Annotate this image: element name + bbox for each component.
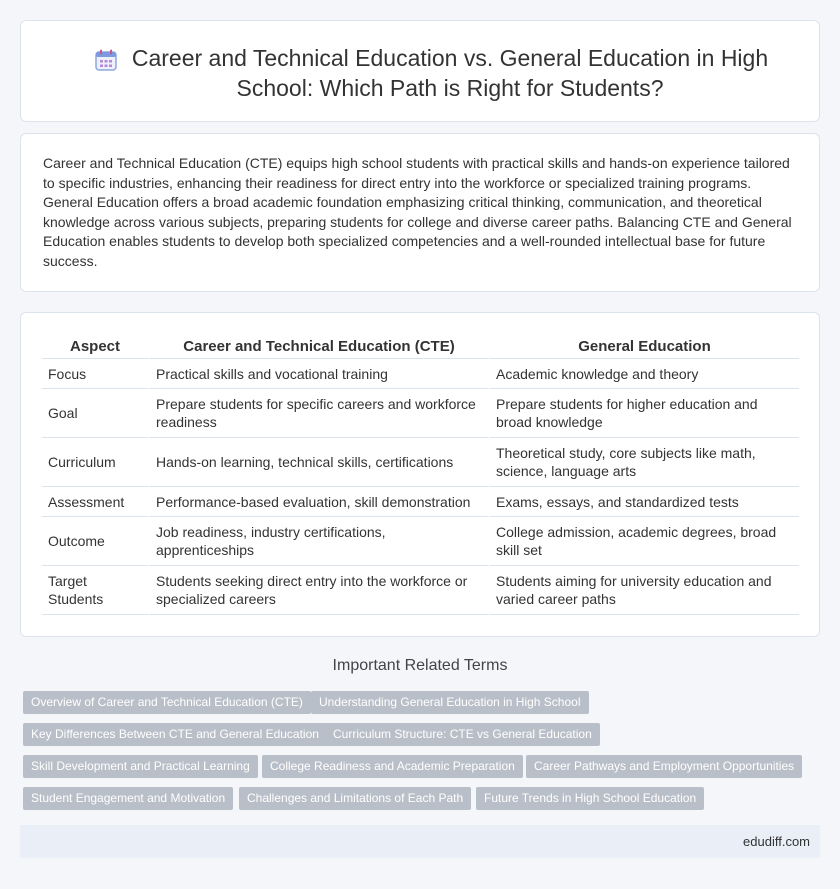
related-term-tag[interactable]: Curriculum Structure: CTE vs General Education (325, 723, 600, 746)
page-title: Career and Technical Education vs. General Education in High School: Which Path is Right for Students? (131, 45, 769, 101)
related-term-tag[interactable]: Key Differences Between CTE and General Education (23, 723, 327, 746)
table-row (42, 389, 799, 438)
title-card (20, 20, 820, 122)
cte-cell: Practical skills and vocational training (148, 359, 488, 389)
table-row (42, 438, 799, 487)
related-term-tag[interactable]: Future Trends in High School Education (476, 787, 704, 810)
aspect-cell: Focus (42, 359, 148, 389)
column-header-cte: Career and Technical Education (CTE) (148, 335, 488, 359)
intro-paragraph: Career and Technical Education (CTE) equips high school students with practical skills and hands-on experience tailored to specific industries, enhancing their readiness for direct entry into the workforce or specialized training programs. General Education offers a broad academic foundation emphasizing critical thinking, communication, and theoretical knowledge across various subjects, preparing students for college and diverse career paths. Balancing CTE and General Education enables students to develop both specialized competencies and a well-rounded intellectual base for future success. (43, 155, 792, 269)
related-term-tag[interactable]: Skill Development and Practical Learning (23, 755, 258, 778)
aspect-cell: Outcome (42, 517, 148, 566)
related-term-tag[interactable]: Student Engagement and Motivation (23, 787, 233, 810)
aspect-cell: Target Students (42, 566, 148, 615)
table-row (42, 566, 799, 615)
related-term-tag[interactable]: Challenges and Limitations of Each Path (239, 787, 471, 810)
intro-card (20, 133, 820, 292)
comparison-card (20, 312, 820, 637)
table-row (42, 517, 799, 566)
table-row (42, 359, 799, 389)
cte-cell: Job readiness, industry certifications, apprenticeships (148, 517, 488, 566)
aspect-cell: Curriculum (42, 438, 148, 487)
general-cell: Prepare students for higher education and broad knowledge (488, 389, 799, 438)
table-header-row (42, 335, 799, 359)
general-cell: Theoretical study, core subjects like math, science, language arts (488, 438, 799, 487)
cte-cell: Students seeking direct entry into the workforce or specialized careers (148, 566, 488, 615)
general-cell: Exams, essays, and standardized tests (488, 487, 799, 517)
general-cell: Students aiming for university education and varied career paths (488, 566, 799, 615)
related-term-tag[interactable]: Overview of Career and Technical Education (CTE) (23, 691, 311, 714)
cte-cell: Hands-on learning, technical skills, certifications (148, 438, 488, 487)
table-row (42, 487, 799, 517)
related-term-tag[interactable]: College Readiness and Academic Preparation (262, 755, 523, 778)
calendar-icon (94, 48, 118, 72)
comparison-table (42, 335, 799, 615)
column-header-general: General Education (488, 335, 799, 359)
related-term-tag[interactable]: Career Pathways and Employment Opportunities (526, 755, 802, 778)
related-term-tag[interactable]: Understanding General Education in High School (311, 691, 589, 714)
general-cell: College admission, academic degrees, broad skill set (488, 517, 799, 566)
footer (20, 825, 820, 858)
column-header-aspect: Aspect (42, 335, 148, 359)
general-cell: Academic knowledge and theory (488, 359, 799, 389)
aspect-cell: Assessment (42, 487, 148, 517)
aspect-cell: Goal (42, 389, 148, 438)
cte-cell: Performance-based evaluation, skill demonstration (148, 487, 488, 517)
footer-site-name[interactable]: edudiff.com (743, 834, 810, 849)
cte-cell: Prepare students for specific careers and workforce readiness (148, 389, 488, 438)
related-terms-heading: Important Related Terms (332, 657, 508, 674)
